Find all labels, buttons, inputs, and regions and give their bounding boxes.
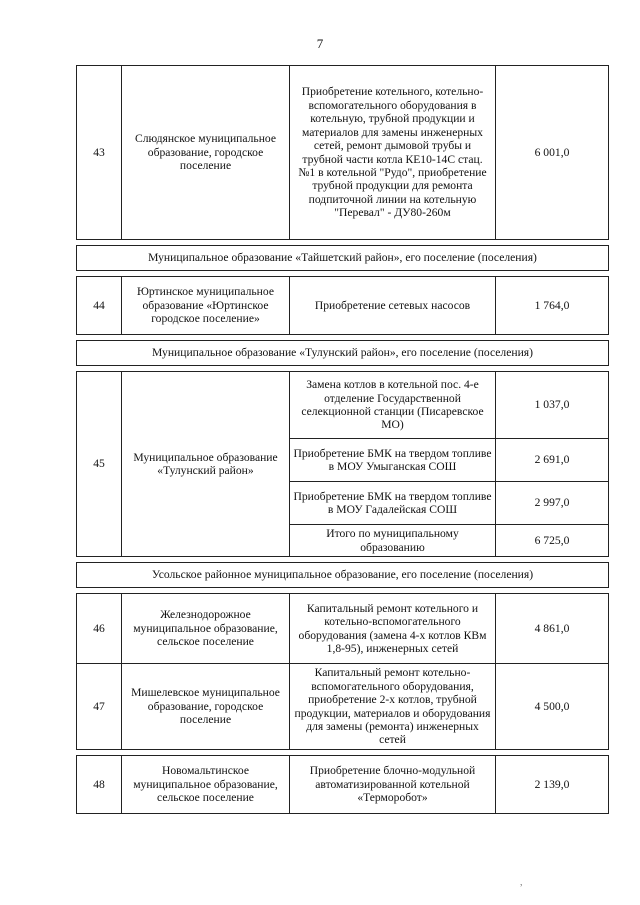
municipality-cell: Новомальтинское муниципальное образование, сельское поселение <box>122 756 290 814</box>
section-title: Муниципальное образование «Тайшетский район», его поселение (поселения) <box>77 246 609 271</box>
municipality-cell: Юртинское муниципальное образование «Юртинское городское поселение» <box>122 277 290 335</box>
section-title: Усольское районное муниципальное образование, его поселение (поселения) <box>77 563 609 588</box>
table-row <box>77 277 609 335</box>
row-number: 48 <box>77 756 122 814</box>
municipality-cell: Железнодорожное муниципальное образование, сельское поселение <box>122 594 290 664</box>
subtotal-amount: 6 725,0 <box>496 525 609 557</box>
section-header <box>77 563 609 588</box>
amount-cell: 2 139,0 <box>496 756 609 814</box>
description-cell: Приобретение БМК на твердом топливе в МОУ Гадалейская СОШ <box>290 482 496 525</box>
section-header <box>77 246 609 271</box>
amount-cell: 6 001,0 <box>496 66 609 240</box>
description-cell: Капитальный ремонт котельного и котельно-вспомогательного оборудования (замена 4-х котлов КВм 1,8-95), инженерных сетей <box>290 594 496 664</box>
row-number: 46 <box>77 594 122 664</box>
page-number: 7 <box>316 36 324 51</box>
amount-cell: 4 500,0 <box>496 664 609 750</box>
amount-cell: 2 997,0 <box>496 482 609 525</box>
table-row <box>77 664 609 750</box>
table-row <box>77 756 609 814</box>
description-cell: Приобретение блочно-модульной автоматизированной котельной «Терморобот» <box>290 756 496 814</box>
description-cell: Приобретение котельного, котельно-вспомогательного оборудования в котельную, трубной продукции и материалов для замены инженерных сетей, ремонт дымовой трубы и трубной части котла КЕ10-14С стац. №1 в котельной "Рудо", приобретение трубной продукции для ремонта подпиточной линии на котельную "Перевал" - ДУ80-260м <box>290 66 496 240</box>
amount-cell: 1 037,0 <box>496 372 609 439</box>
description-cell: Приобретение сетевых насосов <box>290 277 496 335</box>
table-row <box>77 594 609 664</box>
row-number: 47 <box>77 664 122 750</box>
amount-cell: 1 764,0 <box>496 277 609 335</box>
municipality-cell: Мишелевское муниципальное образование, городское поселение <box>122 664 290 750</box>
amount-cell: 2 691,0 <box>496 439 609 482</box>
description-cell: Капитальный ремонт котельно-вспомогательного оборудования, приобретение 2-х котлов, трубной продукции, материалов и оборудования для замены (ремонта) инженерных сетей <box>290 664 496 750</box>
scan-mark: , <box>520 877 523 888</box>
subtotal-label: Итого по муниципальному образованию <box>290 525 496 557</box>
description-cell: Замена котлов в котельной пос. 4-е отделение Государственной селекционной станции (Писаревское МО) <box>290 372 496 439</box>
table-row <box>77 372 609 439</box>
description-cell: Приобретение БМК на твердом топливе в МОУ Умыганская СОШ <box>290 439 496 482</box>
row-number: 45 <box>77 372 122 557</box>
section-header <box>77 341 609 366</box>
row-number: 44 <box>77 277 122 335</box>
table-row <box>77 66 609 240</box>
row-number: 43 <box>77 66 122 240</box>
section-title: Муниципальное образование «Тулунский район», его поселение (поселения) <box>77 341 609 366</box>
funding-table <box>76 65 609 814</box>
amount-cell: 4 861,0 <box>496 594 609 664</box>
municipality-cell: Муниципальное образование «Тулунский район» <box>122 372 290 557</box>
municipality-cell: Слюдянское муниципальное образование, городское поселение <box>122 66 290 240</box>
